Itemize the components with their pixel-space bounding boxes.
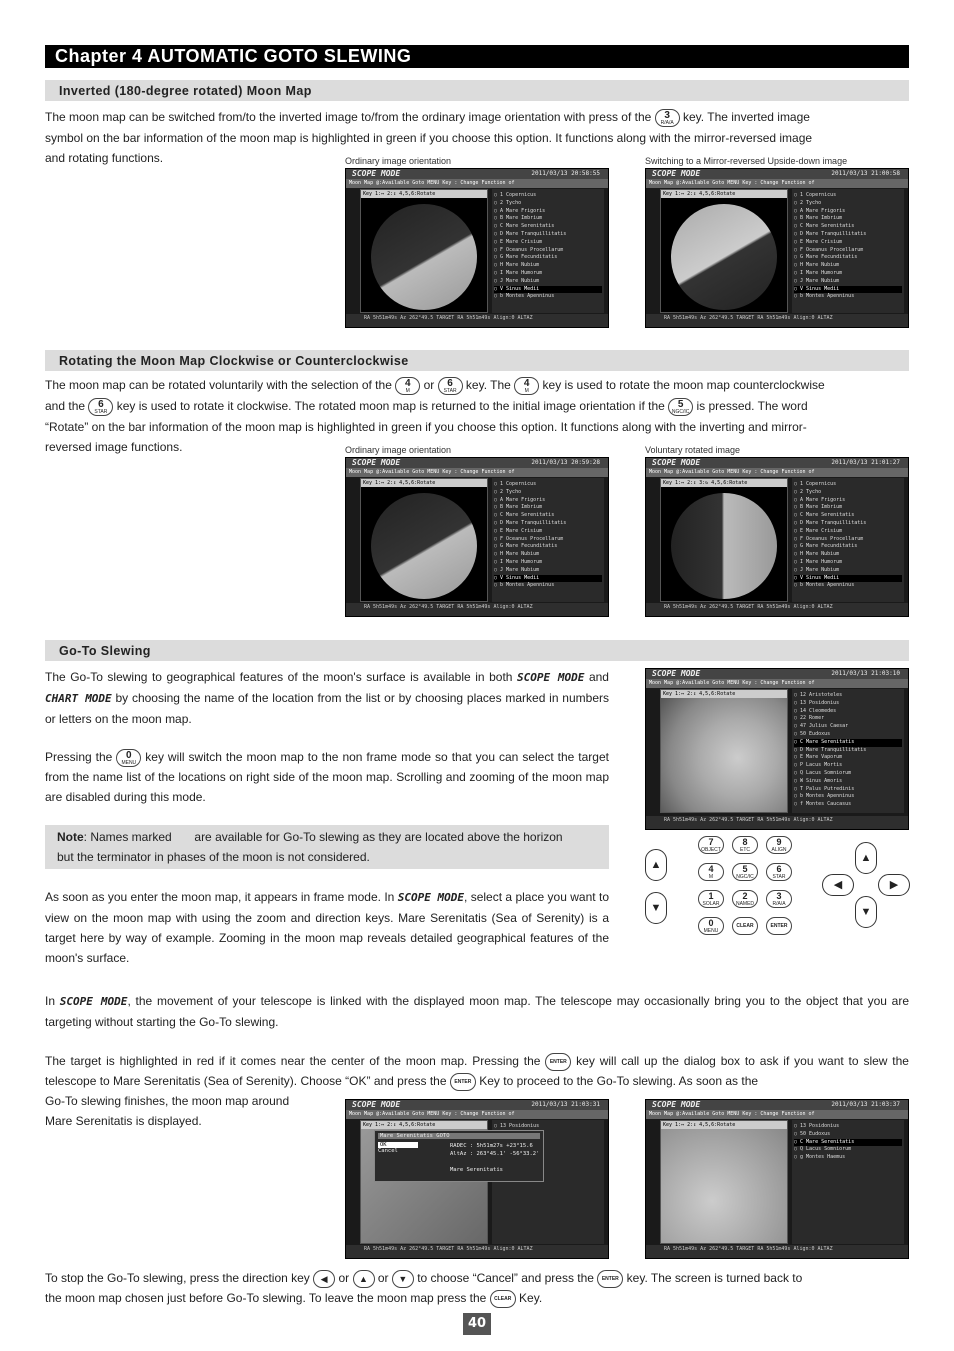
sec3-p5: The target is highlighted in red if it comes near the center of the moon map. Pressing the ENTER key will call up the dialog box to ask if you want to slew the telescope to Mare Serenitatis (Sea of Serenity). Choose “OK” and press the ENTER Key to proceed to the Go-To slewing. As soon as the (45, 1051, 909, 1091)
location-list-item: ○ P Lacus Mortis (794, 762, 843, 769)
location-list-item: ○ F Oceanus Procellarum (794, 535, 864, 542)
location-list-item: ○ 50 Eudoxus (794, 730, 831, 737)
screenshot-ordinary-2 (345, 457, 609, 617)
screen-timestamp: 2011/03/13 21:03:31 (531, 1101, 600, 1108)
right-arrow-button[interactable]: ▶ (878, 874, 910, 896)
moon-map-keyline: Key 1:↔ 2:↕ 4,5,6:Rotate (661, 1121, 787, 1129)
location-list-item: ○ A Mare Frigoris (494, 496, 546, 503)
caption-ordinary-1: Ordinary image orientation (345, 156, 452, 166)
keypad-key[interactable]: 4 M (698, 863, 724, 881)
key-3-button: 3 R/A/A (655, 109, 680, 127)
screen-status-bar: RA 5h51m49s Az 262°49.5 TARGET RA 5h51m49s Align:0 ALTAZ (346, 603, 608, 616)
keypad-key[interactable]: 0 MENU (698, 917, 724, 935)
keypad-key[interactable]: CLEAR (732, 917, 758, 935)
location-list-item: ○ B Mare Imbrium (794, 215, 843, 222)
moon-image (371, 204, 477, 310)
screen-timestamp: 2011/03/13 20:58:55 (531, 170, 600, 177)
down-arrow-key: ▼ (392, 1270, 414, 1288)
keypad-key[interactable]: 3 R/A/A (766, 890, 792, 908)
location-list-item: ○ D Mare Tranquillitatis (794, 230, 867, 237)
goto-dialog-name: Mare Serenitatis (450, 1167, 503, 1173)
location-list-item: ○ H Mare Nubium (494, 551, 540, 558)
location-list-item: ○ F Oceanus Procellarum (794, 246, 864, 253)
location-list-item: ○ A Mare Frigoris (794, 496, 846, 503)
location-list-item: ○ 1 Copernicus (794, 192, 837, 198)
moon-map-panel (660, 189, 788, 313)
screenshot-ordinary-1 (345, 168, 609, 328)
location-list-item: ○ C Mare Serenitatis (794, 223, 855, 230)
location-list-item: ○ C Mare Serenitatis (494, 223, 555, 230)
screen-title-bar (646, 458, 908, 468)
location-list-item: ○ 13 Posidonius (794, 699, 840, 706)
location-list (792, 689, 904, 813)
location-list-item: ○ E Mare Crisium (494, 238, 543, 245)
location-list-item: ○ C Mare Serenitatis (794, 1139, 902, 1147)
sec3-p2: Pressing the 0 MENU key will switch the moon map to the non frame mode so that you can select the target from the name list of the locations on right side of the moon map. Scrolling and zooming of the moon map are disabled during this mode. (45, 749, 610, 804)
moon-map-panel (660, 1120, 788, 1244)
location-list-item: ○ 2 Tycho (494, 488, 522, 495)
key-4-button: 4 M (395, 377, 420, 395)
location-list-item: ○ C Mare Serenitatis (494, 512, 555, 519)
location-list-item: ○ W Sinus Amoris (794, 777, 843, 784)
page-number: 40 (463, 1313, 491, 1335)
caption-ordinary-2: Ordinary image orientation (345, 445, 452, 455)
sec1-line3: and rotating functions. (45, 151, 164, 165)
location-list-item: ○ g Montes Haemus (794, 1154, 846, 1161)
goto-dialog (374, 1130, 544, 1182)
screen-timestamp: 2011/03/13 20:59:28 (531, 459, 600, 466)
goto-dialog-cancel[interactable]: Cancel (378, 1148, 398, 1154)
screen-status-bar: RA 5h51m49s Az 262°49.5 TARGET RA 5h51m49s Align:0 ALTAZ (646, 314, 908, 327)
moon-image (671, 493, 777, 599)
sec1-paragraph (45, 107, 909, 127)
location-list-item: ○ B Mare Imbrium (494, 215, 543, 222)
screen-timestamp: 2011/03/13 21:03:10 (831, 670, 900, 677)
location-list-item: ○ 50 Eudoxus (794, 1130, 831, 1137)
location-list-item: ○ G Mare Fecunditatis (494, 543, 558, 550)
note-label: Note (57, 830, 84, 844)
screen-status-bar: RA 5h51m49s Az 262°49.5 TARGET RA 5h51m49s Align:0 ALTAZ (646, 816, 908, 829)
up-arrow-key: ▲ (353, 1270, 375, 1288)
clear-key: CLEAR (490, 1290, 516, 1308)
keypad-key[interactable]: ENTER (766, 917, 792, 935)
location-list-item: ○ A Mare Frigoris (794, 207, 846, 214)
location-list-item: ○ b Montes Apenninus (494, 293, 555, 300)
section-title-inverted: Inverted (180-degree rotated) Moon Map (45, 80, 909, 101)
location-list-item: ○ D Mare Tranquillitatis (494, 230, 567, 237)
screen-mode-title: SCOPE MODE (352, 169, 401, 178)
keypad-key[interactable]: 7 OBJECT (698, 836, 724, 854)
screen-timestamp: 2011/03/13 21:00:58 (831, 170, 900, 177)
location-list-item: ○ B Mare Imbrium (794, 504, 843, 511)
location-list-item: ○ 1 Copernicus (494, 481, 537, 487)
location-list-item: ○ V Sinus Medii (794, 286, 902, 294)
down-arrow-button[interactable]: ▼ (645, 892, 667, 924)
sec3-p3: As soon as you enter the moon map, it appears in frame mode. In SCOPE MODE, select a place you want to view on the moon map with using the zoom and direction keys. Mare Serenitatis (Sea of Serenity) is a target here by way of example. Zooming in the moon map reveals detailed geographical features of the moon's surface. (45, 890, 609, 965)
screen-status-bar: RA 5h51m49s Az 262°49.5 TARGET RA 5h51m49s Align:0 ALTAZ (346, 314, 608, 327)
keypad-key[interactable]: 2 NAMED (732, 890, 758, 908)
up-arrow-button-right[interactable]: ▲ (855, 842, 877, 874)
sec2-line2: and the 6 STAR key is used to rotate it clockwise. The rotated moon map is returned to the initial image orientation if the 5 NGC/IC is pressed. The word (45, 398, 808, 415)
sec1-text-a: The moon map can be switched from/to the inverted image to/from the ordinary image orientation with press of the (45, 110, 652, 124)
goto-dialog-ok[interactable]: OK (378, 1142, 418, 1148)
scope-mode-label: SCOPE MODE (516, 671, 585, 684)
keypad-illustration (640, 834, 910, 954)
key-6-button-b: 6 STAR (88, 398, 113, 416)
location-list-item: ○ J Mare Nubium (794, 566, 840, 573)
caption-rotated: Voluntary rotated image (645, 445, 741, 455)
location-list-item: ○ C Mare Serenitatis (794, 512, 855, 519)
location-list (492, 478, 604, 602)
moon-map-keyline: Key 1:↔ 2:↕ 4,5,6:Rotate (661, 190, 787, 198)
moon-map-panel (360, 189, 488, 313)
moon-image (661, 1129, 788, 1244)
enter-key-c: ENTER (597, 1270, 623, 1288)
screen-status-bar: RA 5h51m49s Az 262°49.5 TARGET RA 5h51m49s Align:0 ALTAZ (646, 603, 908, 616)
location-list-item: ○ F Oceanus Procellarum (494, 535, 564, 542)
location-list-item: ○ I Mare Humorum (794, 558, 843, 565)
location-list-item: ○ D Mare Tranquillitatis (794, 519, 867, 526)
screen-info-bar: Moon Map @:Available Goto MENU Key : Change Function of (346, 179, 608, 188)
screen-title-bar (646, 669, 908, 679)
screen-mode-title: SCOPE MODE (352, 1100, 401, 1109)
location-list-item: ○ b Montes Apenninus (794, 582, 855, 589)
location-list-item: ○ G Mare Fecunditatis (794, 254, 858, 261)
screen-mode-title: SCOPE MODE (652, 669, 701, 678)
left-arrow-button[interactable]: ◀ (822, 874, 854, 896)
location-list-item: ○ b Montes Apenninus (794, 293, 855, 300)
screen-info-bar: Moon Map @:Available Goto MENU Key : Change Function of (646, 1110, 908, 1119)
location-list-item: ○ H Mare Nubium (794, 551, 840, 558)
screenshot-goto-finished (645, 1099, 909, 1259)
screen-info-bar: Moon Map @:Available Goto MENU Key : Change Function of (346, 468, 608, 477)
keypad-key[interactable]: 1 SOLAR (698, 890, 724, 908)
screen-timestamp: 2011/03/13 21:03:37 (831, 1101, 900, 1108)
location-list-item: ○ D Mare Tranquillitatis (794, 746, 867, 753)
goto-dialog-altaz: AltAz : 263°45.1' -56°33.2' (450, 1151, 540, 1157)
screen-title-bar (646, 169, 908, 179)
screen-info-bar: Moon Map @:Available Goto MENU Key : Change Function of (646, 468, 908, 477)
moon-image (671, 204, 777, 310)
sec1-line2: symbol on the bar information of the moon map is highlighted in green if you choose this option. It functions along with the mirror-reversed image (45, 131, 813, 145)
moon-map-keyline: Key 1:↔ 2:↕ 3:↻ 4,5,6:Rotate (661, 479, 787, 487)
screen-info-bar: Moon Map @:Available Goto MENU Key : Change Function of (346, 1110, 608, 1119)
keypad-key[interactable]: 6 STAR (766, 863, 792, 881)
location-list-item: ○ 2 Tycho (794, 199, 822, 206)
location-list-item: ○ f Montes Caucasus (794, 801, 852, 808)
screen-info-bar: Moon Map @:Available Goto MENU Key : Change Function of (646, 179, 908, 188)
location-list-item: ○ Q Lacus Somniorum (794, 769, 852, 776)
location-list-item: ○ J Mare Nubium (494, 277, 540, 284)
screen-mode-title: SCOPE MODE (652, 458, 701, 467)
screen-title-bar (346, 169, 608, 179)
location-list-item: ○ G Mare Fecunditatis (794, 543, 858, 550)
location-list-item: ○ H Mare Nubium (494, 262, 540, 269)
location-list-item: ○ 2 Tycho (794, 488, 822, 495)
location-list-item: ○ E Mare Crisium (794, 238, 843, 245)
location-list-item: ○ G Mare Fecunditatis (494, 254, 558, 261)
goto-dialog-title: Mare Serenitatis GOTO (378, 1133, 540, 1139)
screen-title-bar (346, 458, 608, 468)
location-list-item: ○ b Montes Apenninus (794, 793, 855, 800)
location-list-item: ○ I Mare Humorum (494, 558, 543, 565)
moon-map-panel (660, 689, 788, 813)
location-list-item: ○ 13 Posidonius (494, 1123, 540, 1129)
location-list-item: ○ 1 Copernicus (494, 192, 537, 198)
sec3-p1: The Go-To slewing to geographical features of the moon's surface is available in both SCOPE MODE and CHART MODE by choosing the name of the location from the list or by choosing places marked in numbers or letters on the moon map. (45, 670, 609, 726)
key-4-button-b: 4 M (514, 377, 539, 395)
location-list-item: ○ J Mare Nubium (494, 566, 540, 573)
screenshot-mirror-reversed (645, 168, 909, 328)
location-list-item: ○ I Mare Humorum (794, 269, 843, 276)
location-list-item: ○ J Mare Nubium (794, 277, 840, 284)
location-list (792, 478, 904, 602)
location-list (792, 1120, 904, 1244)
screen-mode-title: SCOPE MODE (652, 169, 701, 178)
key-0-button: 0 MENU (116, 749, 141, 767)
location-list-item: ○ 2 Tycho (494, 199, 522, 206)
section-title-goto: Go-To Slewing (45, 640, 909, 661)
section-title-rotating: Rotating the Moon Map Clockwise or Counterclockwise (45, 350, 909, 371)
screenshot-goto-dialog (345, 1099, 609, 1259)
screen-status-bar: RA 5h51m49s Az 262°49.5 TARGET RA 5h51m49s Align:0 ALTAZ (646, 1245, 908, 1258)
moon-image (661, 698, 788, 813)
keypad-key[interactable]: 9 ALIGN (766, 836, 792, 854)
moon-map-keyline: Key 1:↔ 2:↕ 4,5,6:Rotate (361, 1121, 487, 1129)
enter-key: ENTER (545, 1053, 571, 1071)
moon-map-keyline: Key 1:↔ 2:↕ 4,5,6:Rotate (661, 690, 787, 698)
location-list-item: ○ 13 Posidonius (794, 1123, 840, 1129)
location-list-item: ○ E Mare Crisium (794, 527, 843, 534)
sec2-line3: “Rotate” on the bar information of the moon map is highlighted in green if you choose this option. It functions along with the inverting and mirror- (45, 420, 807, 434)
location-list-item: ○ F Oceanus Procellarum (494, 246, 564, 253)
location-list-item: ○ E Mare Crisium (494, 527, 543, 534)
location-list-item: ○ 14 Cleomedes (794, 707, 837, 714)
sec2-line1: The moon map can be rotated voluntarily with the selection of the 4 M or 6 STAR key. The 4 M key is used to rotate the moon map counterclockwise (45, 377, 825, 394)
location-list-item: ○ E Mare Vaporum (794, 754, 843, 761)
screenshot-goto-list (645, 668, 909, 830)
caption-mirror-reversed: Switching to a Mirror-reversed Upside-down image (645, 156, 848, 166)
location-list-item: ○ 1 Copernicus (794, 481, 837, 487)
moon-image (371, 493, 477, 599)
location-list-item: ○ 12 Aristoteles (794, 692, 843, 698)
location-list (492, 189, 604, 313)
location-list-item: ○ 47 Julius Caesar (794, 723, 849, 730)
keypad-key[interactable]: 8 ETC (732, 836, 758, 854)
note-box: Note: Names marked are available for Go-To slewing as they are located above the horizon but the terminator in phases of the moon is not considered. (45, 825, 609, 869)
screen-mode-title: SCOPE MODE (352, 458, 401, 467)
moon-map-panel (360, 478, 488, 602)
keypad-key[interactable]: 5 NGC/IC (732, 863, 758, 881)
location-list-item: ○ Q Lacus Somniorum (794, 1146, 852, 1153)
location-list-item: ○ D Mare Tranquillitatis (494, 519, 567, 526)
screen-title-bar (646, 1100, 908, 1110)
left-arrow-key: ◀ (313, 1270, 335, 1288)
sec3-p6: To stop the Go-To slewing, press the direction key ◀ or ▲ or ▼ to choose “Cancel” and press the ENTER key. The screen is turned back to (45, 1268, 909, 1288)
chapter-title: Chapter 4 AUTOMATIC GOTO SLEWING (45, 45, 909, 68)
location-list-item: ○ b Montes Apenninus (494, 582, 555, 589)
screen-title-bar (346, 1100, 608, 1110)
sec1-text-b: key. The inverted image (683, 110, 810, 124)
location-list (792, 189, 904, 313)
location-list-item: ○ A Mare Frigoris (494, 207, 546, 214)
location-list-item: ○ V Sinus Medii (794, 575, 902, 583)
location-list-item: ○ I Mare Humorum (494, 269, 543, 276)
screenshot-rotated (645, 457, 909, 617)
up-arrow-button[interactable]: ▲ (645, 849, 667, 881)
key-6-button: 6 STAR (438, 377, 463, 395)
key-5-button: 5 NGC/IC (668, 398, 693, 416)
location-list-item: ○ V Sinus Medii (494, 575, 602, 583)
location-list-item: ○ V Sinus Medii (494, 286, 602, 294)
location-list-item: ○ B Mare Imbrium (494, 504, 543, 511)
location-list-item: ○ 22 Romer (794, 715, 825, 722)
sec2-line4: reversed image functions. (45, 440, 183, 454)
location-list-item: ○ H Mare Nubium (794, 262, 840, 269)
moon-map-panel (660, 478, 788, 602)
screen-timestamp: 2011/03/13 21:01:27 (831, 459, 900, 466)
location-list-item: ○ T Palus Putredinis (794, 785, 855, 792)
screen-status-bar: RA 5h51m49s Az 262°49.5 TARGET RA 5h51m49s Align:0 ALTAZ (346, 1245, 608, 1258)
screen-mode-title: SCOPE MODE (652, 1100, 701, 1109)
sec3-p5-end: Go-To slewing finishes, the moon map around Mare Serenitatis is displayed. (45, 1094, 290, 1128)
down-arrow-button-right[interactable]: ▼ (855, 896, 877, 928)
screen-info-bar: Moon Map @:Available Goto MENU Key : Change Function of (646, 679, 908, 688)
goto-dialog-radec: RADEC : 5h51m27s +23°15.6 (450, 1143, 533, 1149)
sec3-p4: In SCOPE MODE, the movement of your telescope is linked with the displayed moon map. The telescope may occasionally bring you to the object that you are targeting without starting the Go-To slewing. (45, 994, 910, 1029)
location-list-item: ○ C Mare Serenitatis (794, 739, 902, 747)
moon-map-keyline: Key 1:↔ 2:↕ 4,5,6:Rotate (361, 479, 487, 487)
moon-map-keyline: Key 1:↔ 2:↕ 4,5,6:Rotate (361, 190, 487, 198)
enter-key-b: ENTER (450, 1073, 476, 1091)
sec3-p6-end: the moon map chosen just before Go-To slewing. To leave the moon map press the CLEAR Key. (45, 1288, 909, 1308)
chart-mode-label: CHART MODE (45, 692, 112, 705)
